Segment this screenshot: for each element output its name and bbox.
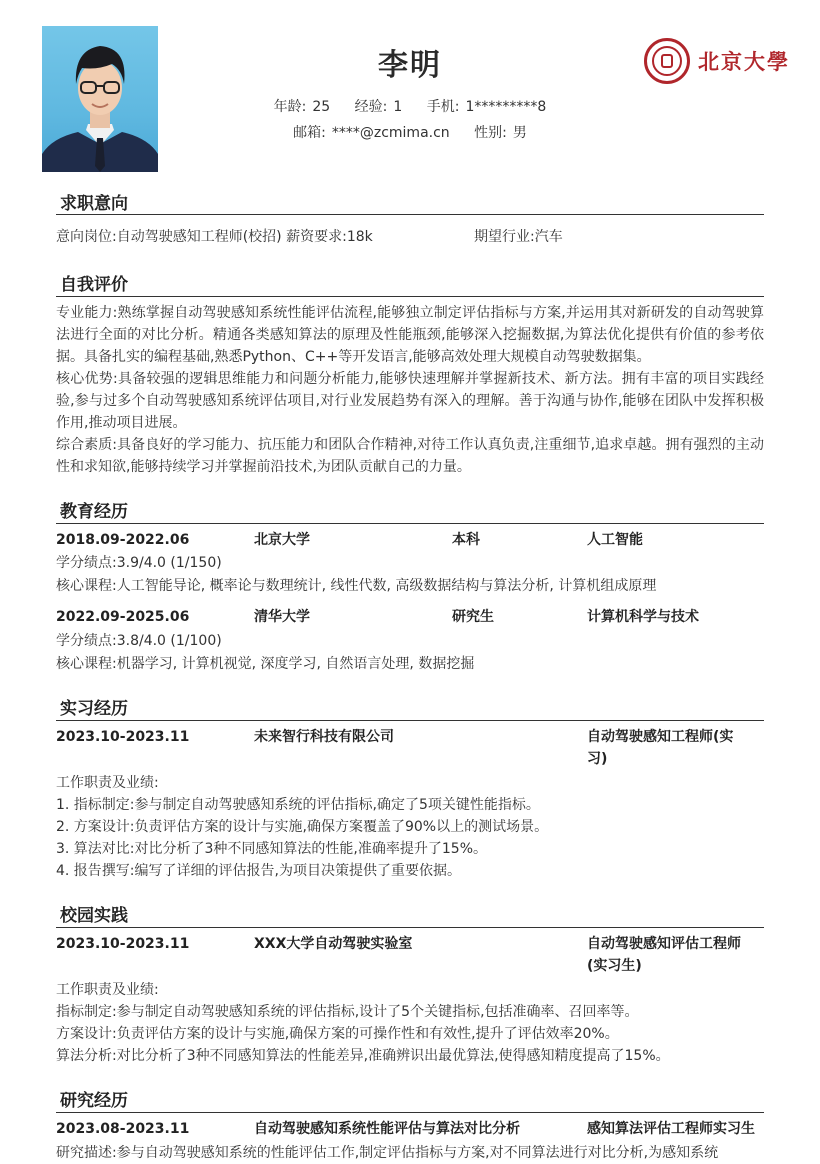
salary-label: 薪资要求: [286,229,347,245]
edu-2-degree: 研究生 [452,609,494,625]
edu-2-major: 计算机科学与技术 [587,609,699,625]
campus-duties-label: 工作职责及业绩: [56,982,159,998]
intent-row [56,226,764,248]
internship-role-line-2: 习) [587,751,608,767]
university-logo [644,36,794,86]
internship-role-line-1: 自动驾驶感知工程师(实 [587,729,734,745]
internship-duty: 4. 报告撰写:编写了详细的评估报告,为项目决策提供了重要依据。 [56,863,461,879]
gender-label: 性别: [474,125,507,141]
position-label: 意向岗位: [56,229,117,245]
section-title-campus: 校园实践 [60,906,128,926]
email-value: ****@zcmima.cn [331,125,450,141]
candidate-name: 李明 [378,48,442,83]
experience-label: 经验: [354,99,388,115]
position-value: 自动驾驶感知工程师(校招) [116,229,282,245]
industry-value: 汽车 [534,229,563,245]
campus-role-line-2: (实习生) [587,958,642,974]
section-divider [56,927,764,928]
internship-duty: 1. 指标制定:参与制定自动驾驶感知系统的评估指标,确定了5项关键性能指标。 [56,797,540,813]
section-title-education: 教育经历 [60,502,128,522]
internship-company: 未来智行科技有限公司 [254,729,394,745]
edu-2-gpa: 学分绩点:3.8/4.0 (1/100) [56,633,222,649]
research-role: 感知算法评估工程师实习生 [587,1121,755,1137]
section-divider [56,523,764,524]
edu-1-courses: 核心课程:人工智能导论, 概率论与数理统计, 线性代数, 高级数据结构与算法分析, 计算机组成原理 [56,578,657,594]
section-divider [56,214,764,215]
section-title-self-eval: 自我评价 [60,275,128,295]
university-logo-text: 北京大學 [698,49,790,74]
campus-org: XXX大学自动驾驶实验室 [254,936,413,952]
basic-info-row-1 [0,96,820,116]
email-label: 邮箱: [293,125,326,141]
edu-1-major: 人工智能 [587,532,643,548]
internship-period: 2023.10-2023.11 [56,729,190,745]
internship-duties-label: 工作职责及业绩: [56,775,159,791]
section-divider [56,720,764,721]
section-title-research: 研究经历 [60,1091,128,1111]
industry-label: 期望行业: [474,229,535,245]
section-title-internship: 实习经历 [60,699,128,719]
gender-value: 男 [512,125,527,141]
university-seal-icon [644,38,690,84]
age-value: 25 [312,99,331,115]
edu-2-school: 清华大学 [254,609,310,625]
salary-value: 18k [346,229,373,245]
age-label: 年龄: [273,99,307,115]
campus-role-line-1: 自动驾驶感知评估工程师 [587,936,741,952]
campus-duty: 算法分析:对比分析了3种不同感知算法的性能差异,准确辨识出最优算法,使得感知精度提高了15%。 [56,1048,670,1064]
edu-2-period: 2022.09-2025.06 [56,609,190,625]
edu-1-period: 2018.09-2022.06 [56,532,190,548]
edu-1-school: 北京大学 [254,532,310,548]
internship-duty: 3. 算法对比:对比分析了3种不同感知算法的性能,准确率提升了15%。 [56,841,487,857]
section-divider [56,1112,764,1113]
section-title-intent: 求职意向 [60,194,128,214]
edu-1-gpa: 学分绩点:3.9/4.0 (1/150) [56,555,222,571]
internship-duty: 2. 方案设计:负责评估方案的设计与实施,确保方案覆盖了90%以上的测试场景。 [56,819,549,835]
phone-label: 手机: [426,99,460,115]
research-period: 2023.08-2023.11 [56,1121,190,1137]
section-divider [56,296,764,297]
research-project: 自动驾驶感知系统性能评估与算法对比分析 [254,1121,520,1137]
experience-value: 1 [393,99,403,115]
edu-2-courses: 核心课程:机器学习, 计算机视觉, 深度学习, 自然语言处理, 数据挖掘 [56,656,475,672]
campus-duty: 方案设计:负责评估方案的设计与实施,确保方案的可操作性和有效性,提升了评估效率20%。 [56,1026,619,1042]
phone-value: 1*********8 [465,99,547,115]
self-eval-paragraph-2: 核心优势:具备较强的逻辑思维能力和问题分析能力,能够快速理解并掌握新技术、新方法。拥有丰富的项目实践经验,参与过多个自动驾驶感知系统评估项目,对行业发展趋势有深入的理解。善于沟通与协作,能够在团队中发挥积极作用,推动项目进展。 [56,371,764,431]
research-description: 研究描述:参与自动驾驶感知系统的性能评估工作,制定评估指标与方案,对不同算法进行对比分析,为感知系统 [56,1145,719,1161]
edu-1-degree: 本科 [452,532,480,548]
basic-info-row-2 [0,122,820,142]
campus-duty: 指标制定:参与制定自动驾驶感知系统的评估指标,设计了5个关键指标,包括准确率、召回率等。 [56,1004,639,1020]
self-eval-paragraph-3: 综合素质:具备良好的学习能力、抗压能力和团队合作精神,对待工作认真负责,注重细节,追求卓越。拥有强烈的主动性和求知欲,能够持续学习并掌握前沿技术,为团队贡献自己的力量。 [56,437,764,475]
self-eval-paragraph-1: 专业能力:熟练掌握自动驾驶感知系统性能评估流程,能够独立制定评估指标与方案,并运用其对新研发的自动驾驶算法进行全面的对比分析。精通各类感知算法的原理及性能瓶颈,能够深入挖掘数据,为算法优化提供有价值的参考依据。具备扎实的编程基础,熟悉Python、C++等开发语言,能够高效处理大规模自动驾驶数据集。 [56,305,764,365]
campus-period: 2023.10-2023.11 [56,936,190,952]
